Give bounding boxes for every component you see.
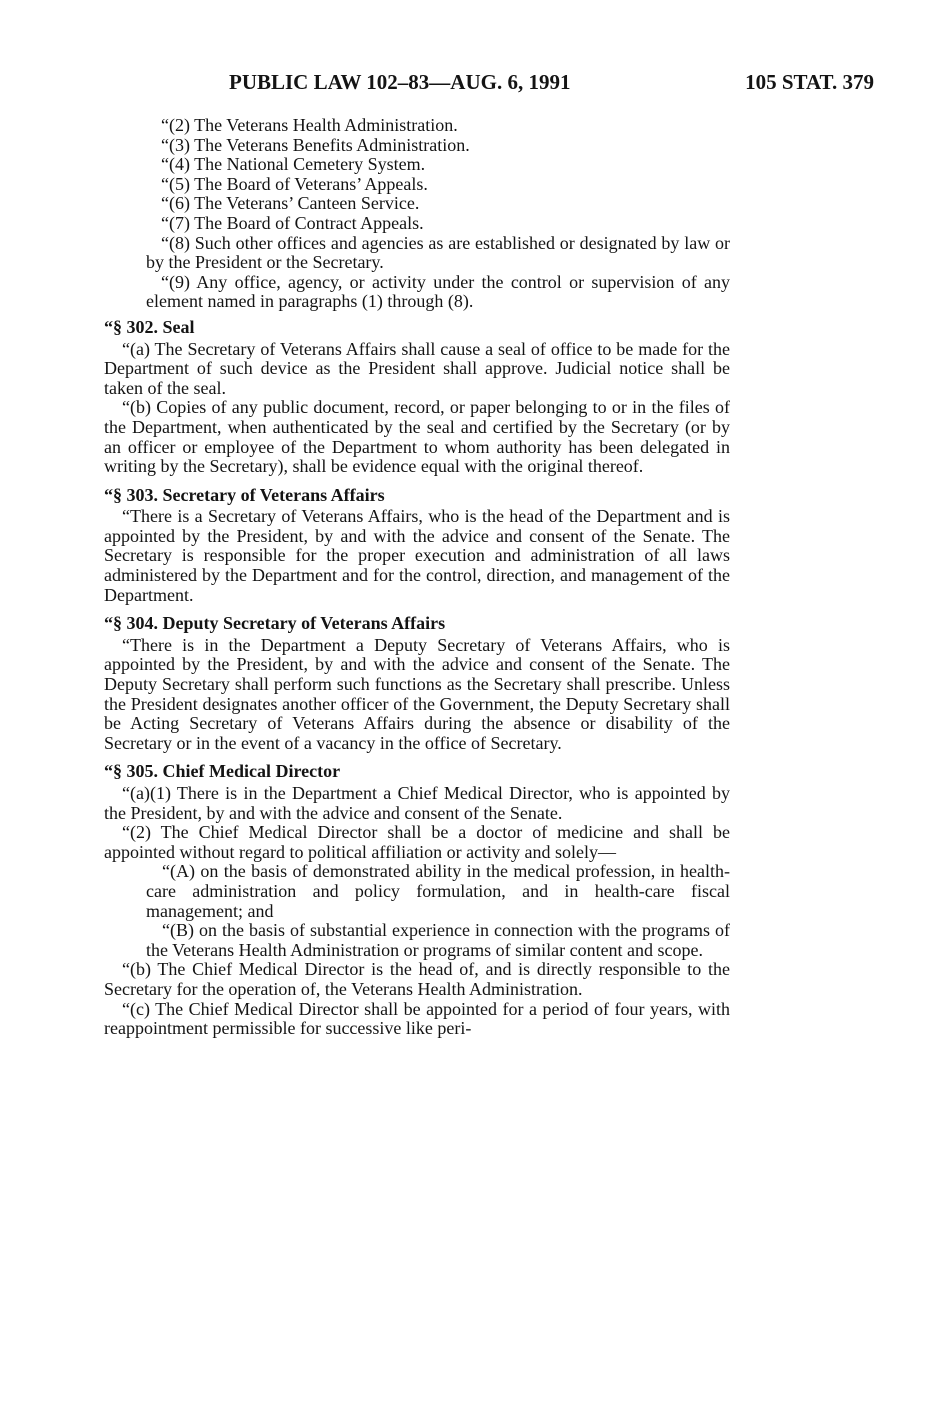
list-item: “(4) The National Cemetery System. <box>161 154 426 175</box>
list-item: “(7) The Board of Contract Appeals. <box>161 212 424 233</box>
stat-page-number: 105 STAT. 379 <box>745 70 874 94</box>
public-law-citation: PUBLIC LAW 102–83—AUG. 6, 1991 <box>229 70 571 94</box>
list-item: “(3) The Veterans Benefits Administration. <box>161 134 470 155</box>
section-305-subsection-c: “(c) The Chief Medical Director shall be appointed for a period of four years, with reappointment permissible for successive like peri- <box>104 998 730 1039</box>
section-305-heading: “§ 305. Chief Medical Director <box>104 761 341 782</box>
section-303-heading: “§ 303. Secretary of Veterans Affairs <box>104 484 385 505</box>
section-305-a2: “(2) The Chief Medical Director shall be a doctor of medicine and shall be appointed without regard to political affiliation or activity and solely— <box>104 822 730 862</box>
section-302-subsection-b: “(b) Copies of any public document, record, or paper belonging to or in the files of the Department, when authenticated by the seal and certified by the Secretary (or by an officer or employee of the Department to whom authority has been delegated in writing by the Secretary), shall be evidence equal with the original thereof. <box>104 397 730 477</box>
section-304-text: “There is in the Department a Deputy Secretary of Veterans Affairs, who is appointed by the President, by and with the advice and consent of the Senate. The Deputy Secretary shall perform such functions as the Secretary shall prescribe. Unless the President designates another officer of the Government, the Deputy Secretary shall be Acting Secretary of Veterans Affairs during the absence or disability of the Secretary or in the event of a vacancy in the office of Secretary. <box>104 634 730 753</box>
section-305-clause-B: “(B) on the basis of substantial experience in connection with the programs of the Veterans Health Administration or programs of similar content and scope. <box>146 920 730 960</box>
list-item: “(5) The Board of Veterans’ Appeals. <box>161 173 428 194</box>
section-304-heading: “§ 304. Deputy Secretary of Veterans Affairs <box>104 613 446 634</box>
list-item: “(6) The Veterans’ Canteen Service. <box>161 193 420 214</box>
section-302-heading: “§ 302. Seal <box>104 316 195 337</box>
section-303-text: “There is a Secretary of Veterans Affairs, who is the head of the Department and is appointed by the President, by and with the advice and consent of the Senate. The Secretary is responsible for the proper execution and administration of all laws administered by the Department and for the control, direction, and management of the Department. <box>104 506 730 605</box>
section-302-subsection-a: “(a) The Secretary of Veterans Affairs shall cause a seal of office to be made for the Department of such device as the President shall approve. Judicial notice shall be taken of the seal. <box>104 338 730 398</box>
section-305-subsection-b: “(b) The Chief Medical Director is the head of, and is directly responsible to the Secretary for the operation of, the Veterans Health Administration. <box>104 959 730 999</box>
running-header <box>0 70 940 100</box>
section-305-a1: “(a)(1) There is in the Department a Chief Medical Director, who is appointed by the President, by and with the advice and consent of the Senate. <box>104 783 730 823</box>
list-item: “(9) Any office, agency, or activity under the control or supervision of any element named in paragraphs (1) through (8). <box>146 271 730 312</box>
list-item: “(2) The Veterans Health Administration. <box>161 115 458 135</box>
section-305-clause-A: “(A) on the basis of demonstrated ability in the medical profession, in health-care administration and policy formulation, and in health-care fiscal management; and <box>146 861 730 921</box>
document-body <box>104 116 730 1039</box>
list-item: “(8) Such other offices and agencies as are established or designated by law or by the President or the Secretary. <box>146 232 730 273</box>
